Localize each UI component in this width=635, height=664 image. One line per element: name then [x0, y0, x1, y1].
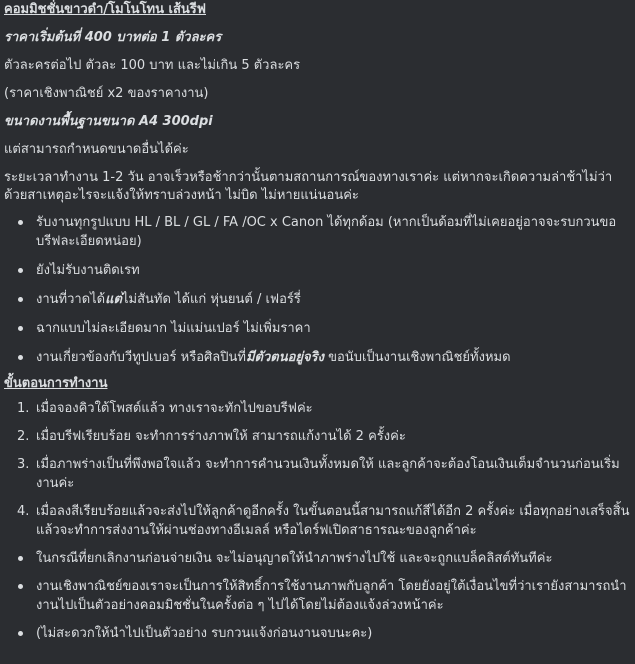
duration-text: ระยะเวลาทำงาน 1-2 วัน อาจเร็วหรือช้ากว่านั้นตามสถานการณ์ของทางเราค่ะ แต่หากจะเกิดความล่าช้าไม่ว่าด้วยสาเหตุอะไรจะแจ้งให้ทราบล่วงหน้า ไม่บิด ไม่หายแน่นอนค่ะ: [4, 170, 613, 203]
list-item: ยังไม่รับงานติดเรท: [4, 261, 631, 280]
size-base: ขนาดงานพื้นฐานขนาด A4 300dpi: [4, 114, 213, 129]
bullet-icon: [18, 355, 23, 360]
list-item: ในกรณีที่ยกเลิกงานก่อนจ่ายเงิน จะไม่อนุญาตให้นำภาพร่างไปใช้ และจะถูกแบล็คลิสต์ทันทีค่ะ: [4, 549, 631, 568]
bullet-icon: [18, 297, 23, 302]
list-item: งานเชิงพาณิชย์ของเราจะเป็นการให้สิทธิ์การใช้งานภาพกับลูกค้า โดยยังอยู่ใต้เงื่อนไขที่ว่าเรายังสามารถนำงานไปเป็นตัวอย่างคอมมิชชั่นในครั้งต่อ ๆ ไปได้โดยไม่ต้องแจ้งล่วงหน้าค่ะ: [4, 577, 631, 615]
list-item: งานเกี่ยวข้องกับวีทูปเบอร์ หรือศิลปินที่มีตัวตนอยู่จริง ขอนับเป็นงานเชิงพาณิชย์ทั้งหมด: [4, 348, 631, 367]
list-item: (ไม่สะดวกให้นำไปเป็นตัวอย่าง รบกวนแจ้งก่อนงานจบนะคะ): [4, 624, 631, 643]
process-steps: [4, 399, 631, 540]
price-start: ราคาเริ่มต้นที่ 400 บาทต่อ 1 ตัวละคร: [4, 30, 222, 45]
size-custom: แต่สามารถกำหนดขนาดอื่นได้ค่ะ: [4, 142, 189, 157]
process-title: ขั้นตอนการทำงาน: [4, 376, 108, 391]
notes-list: [4, 549, 631, 643]
bullet-icon: [18, 584, 23, 589]
bullet-icon: [18, 268, 23, 273]
step-item: 1. เมื่อจองคิวใต้โพสต์แล้ว ทางเราจะทักไปขอบรีฟค่ะ: [17, 401, 313, 416]
bullet-icon: [18, 326, 23, 331]
commission-title: คอมมิชชั่นขาวดำ/โมโนโทน เส้นรีฟ: [4, 2, 206, 17]
list-item: งานที่วาดได้แต่ไม่สันทัด ได้แก่ หุ่นยนต์ / เฟอร์รี่: [4, 290, 631, 309]
price-additional: ตัวละครต่อไป ตัวละ 100 บาท และไม่เกิน 5 ตัวละคร: [4, 58, 301, 73]
bullet-icon: [18, 556, 23, 561]
step-item: 4. เมื่อลงสีเรียบร้อยแล้วจะส่งไปให้ลูกค้าดูอีกครั้ง ในขั้นตอนนี้สามารถแก้สีได้อีก 2 ครั้งค่ะ เมื่อทุกอย่างเสร็จสิ้นแล้วจะทำการส่งงานให้ผ่านช่องทางอีเมลล์ หรือไดร์ฟเปิดสาธารณะของลูกค้าค่ะ: [17, 504, 630, 538]
step-item: 3. เมื่อภาพร่างเป็นที่พึงพอใจแล้ว จะทำการคำนวนเงินทั้งหมดให้ และลูกค้าจะต้องโอนเงินเต็มจำนวนก่อนเริ่มงานค่ะ: [17, 457, 620, 491]
list-item: รับงานทุกรูปแบบ HL / BL / GL / FA /OC x Canon ได้ทุกด้อม (หากเป็นด้อมที่ไม่เคยอยู่อาจจะรบกวนขอบรีฟละเอียดหน่อย): [4, 213, 631, 251]
accept-list: [4, 213, 631, 367]
list-item: ฉากแบบไม่ละเอียดมาก ไม่แม่นเปอร์ ไม่เพิ่มราคา: [4, 319, 631, 338]
price-commercial: (ราคาเชิงพาณิชย์ x2 ของราคางาน): [4, 86, 209, 101]
message-content: [4, 0, 631, 652]
step-item: 2. เมื่อบรีฟเรียบร้อย จะทำการร่างภาพให้ สามารถแก้งานได้ 2 ครั้งค่ะ: [17, 429, 406, 444]
bullet-icon: [18, 220, 23, 225]
bullet-icon: [18, 631, 23, 636]
